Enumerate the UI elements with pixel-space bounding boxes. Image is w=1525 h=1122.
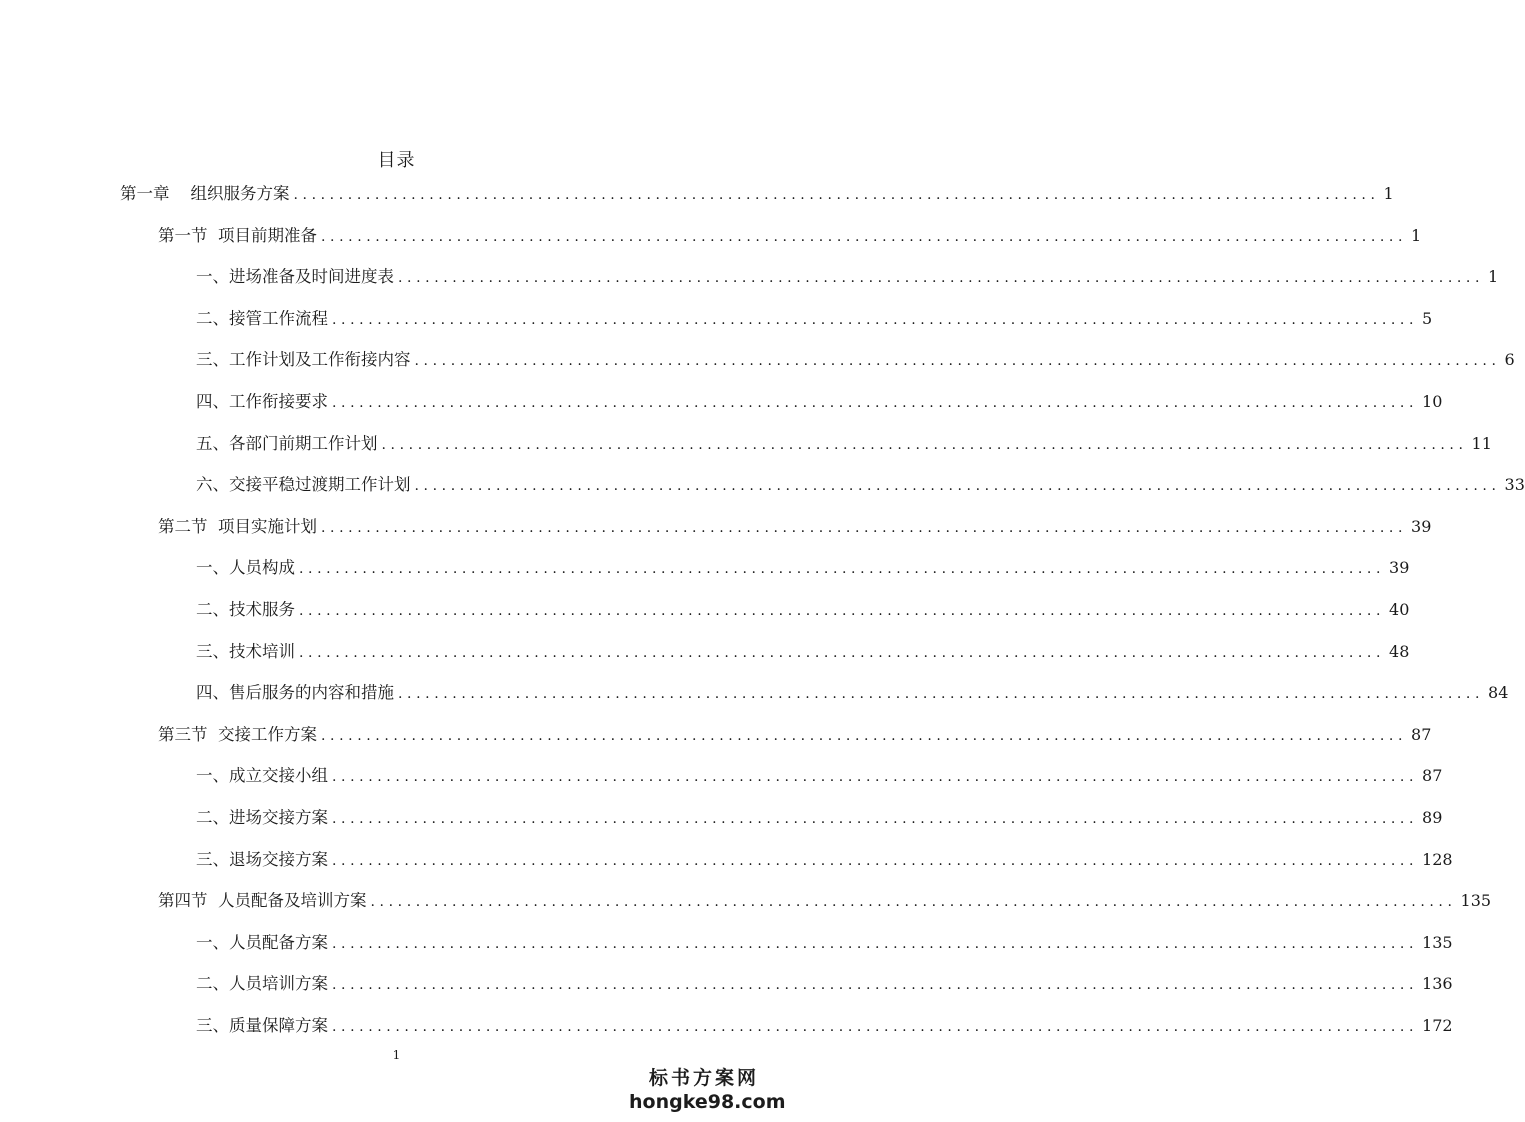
toc-entry[interactable] [196,347,1515,373]
toc-leader-dots: ........................................................................................................................ [398,686,1485,703]
toc-entry-label: 第四节 人员配备及培训方案 [158,891,367,911]
toc-leader-dots: ........................................................................................................................ [299,561,1386,578]
toc-entry-label: 二、技术服务 [196,600,295,619]
toc-entry[interactable] [196,763,1443,789]
toc-entry-page: 84 [1488,683,1509,703]
toc-entry[interactable] [196,930,1453,956]
toc-entry[interactable] [196,597,1410,623]
toc-entry-page: 1 [1488,267,1499,287]
toc-leader-dots: ........................................................................................................................ [321,519,1408,536]
toc-leader-dots: ........................................................................................................................ [414,478,1501,495]
toc-entry-page: 89 [1422,808,1443,827]
toc-entry-label: 第二节 项目实施计划 [158,516,317,536]
toc-entry[interactable] [196,680,1509,706]
toc-leader-dots: ........................................................................................................................ [332,935,1419,952]
toc-entry-page: 39 [1411,516,1432,536]
toc-leader-dots: ........................................................................................................................ [332,395,1419,411]
toc-entry-page: 10 [1422,392,1443,411]
toc-entry[interactable] [196,971,1453,997]
toc-entry-label: 四、售后服务的内容和措施 [196,683,394,703]
toc-entry-label: 二、接管工作流程 [196,308,328,328]
toc-leader-dots: ........................................................................................................................ [332,852,1419,869]
toc-entry-page: 6 [1504,350,1515,370]
toc-entry-label: 第一章 组织服务方案 [120,184,290,203]
toc-leader-dots: ........................................................................................................................ [370,894,1457,911]
toc-entry-label: 三、质量保障方案 [196,1016,328,1035]
toc-entry[interactable] [196,555,1410,581]
toc-entry-label: 一、人员构成 [196,558,295,578]
toc-entry-page: 48 [1389,641,1410,661]
toc-entry[interactable] [196,847,1453,873]
toc-leader-dots: ........................................................................................................................ [332,769,1419,786]
toc-entry[interactable] [196,389,1443,415]
toc-entry-label: 六、交接平稳过渡期工作计划 [196,475,411,495]
toc-leader-dots: ........................................................................................................................ [293,187,1380,203]
toc-entry-label: 一、人员配备方案 [196,932,328,952]
toc-entry-page: 1 [1411,225,1422,245]
toc-leader-dots: ........................................................................................................................ [332,1019,1419,1035]
toc-entry[interactable] [196,639,1410,665]
toc-entry-label: 第三节 交接工作方案 [158,724,317,744]
toc-entry[interactable] [158,514,1432,540]
toc-entry-label: 三、退场交接方案 [196,849,328,869]
toc-entry[interactable] [196,472,1525,498]
toc-entry-label: 三、工作计划及工作衔接内容 [196,350,411,370]
toc-entry[interactable] [120,181,1394,207]
toc-entry[interactable] [158,888,1492,914]
page-number: 1 [392,1048,401,1062]
toc-leader-dots: ........................................................................................................................ [321,727,1408,744]
toc-entry[interactable] [196,264,1499,290]
toc-entry-page: 136 [1422,974,1453,994]
toc-entry-page: 172 [1422,1016,1453,1035]
toc-entry[interactable] [196,1013,1453,1039]
toc-entry-page: 128 [1422,849,1453,869]
watermark-url: hongke98.com [629,1091,786,1113]
toc-entry-page: 39 [1389,558,1410,578]
toc-entry-label: 四、工作衔接要求 [196,392,328,411]
toc-title: 目录 [377,150,416,171]
toc-entry-page: 33 [1504,475,1525,495]
watermark-name: 标书方案网 [648,1067,759,1089]
toc-leader-dots: ........................................................................................................................ [299,644,1386,661]
toc-entry-page: 5 [1422,308,1433,328]
toc-entry-page: 135 [1422,932,1453,952]
toc-entry-page: 135 [1460,891,1492,911]
toc-leader-dots: ........................................................................................................................ [414,353,1501,370]
toc-entry-page: 1 [1383,184,1394,203]
toc-entry[interactable] [158,722,1432,748]
toc-leader-dots: ........................................................................................................................ [332,977,1419,994]
toc-leader-dots: ........................................................................................................................ [299,603,1386,619]
toc-leader-dots: ........................................................................................................................ [398,270,1485,287]
toc-entry-label: 一、成立交接小组 [196,766,328,786]
toc-entry-label: 五、各部门前期工作计划 [196,433,378,453]
toc-entry[interactable] [158,223,1422,249]
toc-entry-page: 87 [1422,766,1443,786]
toc-entry-label: 第一节 项目前期准备 [158,225,317,245]
toc-entry[interactable] [196,431,1492,457]
toc-entry-page: 40 [1389,600,1410,619]
toc-entry[interactable] [196,306,1433,332]
toc-entry-page: 11 [1471,433,1492,453]
toc-entry-page: 87 [1411,724,1432,744]
toc-leader-dots: ........................................................................................................................ [381,436,1468,453]
toc-entry-label: 一、进场准备及时间进度表 [196,267,394,287]
watermark-logo [629,1066,786,1114]
toc-leader-dots: ........................................................................................................................ [332,311,1419,328]
toc-entry-label: 二、进场交接方案 [196,808,328,827]
toc-leader-dots: ........................................................................................................................ [321,228,1408,245]
toc-leader-dots: ........................................................................................................................ [332,811,1419,827]
toc-entry[interactable] [196,805,1443,831]
toc-entry-label: 二、人员培训方案 [196,974,328,994]
toc-entry-label: 三、技术培训 [196,641,295,661]
